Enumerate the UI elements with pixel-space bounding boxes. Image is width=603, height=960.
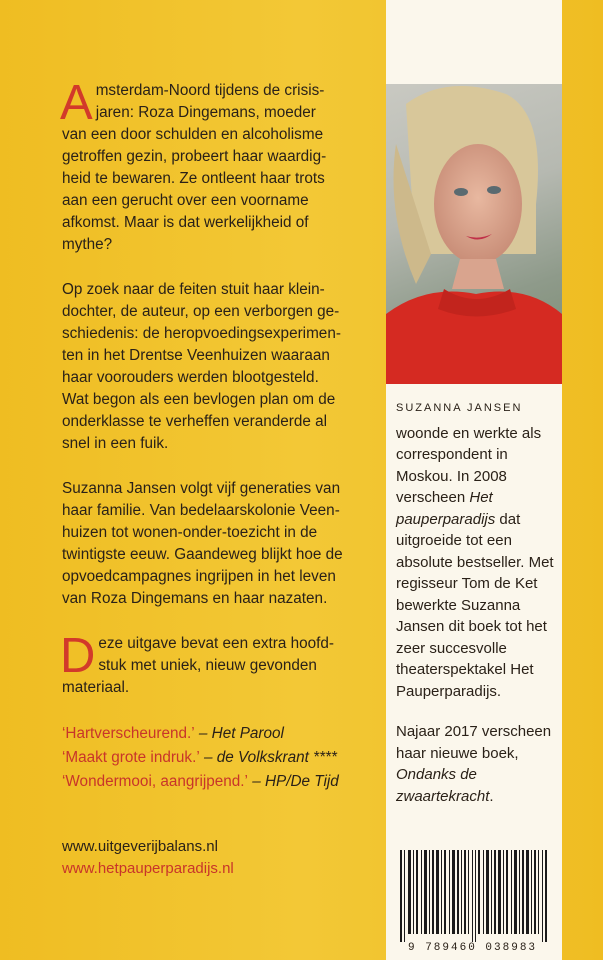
summary-paragraph-2: Op zoek naar de feiten stuit haar klein- dochter, de auteur, op een verborgen ge- schiedenis: de heropvoedingsexperimen- ten in het Drentse Veenhuizen waaraan haar voorouders werden blootgesteld. Wat begon als een bevlogen plan om de onderklasse te verheffen veranderde al snel in een fuik. xyxy=(62,281,341,452)
isbn-barcode xyxy=(398,842,550,950)
author-bio-paragraph-1: woonde en werkte als correspondent in Moskou. In 2008 verscheen Het pauperparadijs dat uitgroeide tot een absolute bestseller. Met regisseur Tom de Ket bewerkte Suzanna Jansen dit boek tot het zeer succesvolle theaterspektakel Het Pauperparadijs. xyxy=(396,424,554,700)
publisher-website-link[interactable]: www.uitgeverijbalans.nl xyxy=(62,838,218,855)
book-website-link[interactable]: www.hetpauperparadijs.nl xyxy=(62,860,234,877)
review-quotes xyxy=(62,722,358,794)
author-bio-paragraph-2: Najaar 2017 verscheen haar nieuwe boek, Ondanks de zwaartekracht. xyxy=(396,723,552,805)
summary-paragraph-3: Suzanna Jansen volgt vijf generaties van haar familie. Van bedelaarskolonie Veen- huizen tot wonen-onder-toezicht in de twintigste eeuw. Gaandeweg blijkt hoe de opvoedcampagnes ingrijpen in het leven van Roza Dingemans en haar nazaten. xyxy=(62,480,343,607)
author-name: SUZANNA JANSEN xyxy=(396,402,523,414)
author-photo xyxy=(386,84,562,384)
review-quote: ‘Wondermooi, aangrijpend.’ – HP/De Tijd xyxy=(62,773,339,790)
review-quote: ‘Hartverscheurend.’ – Het Parool xyxy=(62,725,284,742)
drop-cap-d: D xyxy=(60,629,96,683)
review-quote: ‘Maakt grote indruk.’ – de Volkskrant **** xyxy=(62,749,337,766)
summary-paragraph-1: A msterdam-Noord tijdens de crisis- jaren: Roza Dingemans, moeder van een door schulden en alcoholisme getroffen gezin, probeert haar waardig- heid te bewaren. Ze ontleent haar trots aan een gerucht over een voorname afkomst. Maar is dat werkelijkheid of mythe? xyxy=(60,76,327,253)
author-portrait-image xyxy=(386,84,562,384)
isbn-number: 9 789460 038983 xyxy=(408,942,538,954)
website-links xyxy=(62,836,234,880)
summary-paragraph-4: D eze uitgave bevat een extra hoofd- stuk met uniek, nieuw gevonden materiaal. xyxy=(60,629,334,696)
author-bio xyxy=(396,398,556,826)
summary-column xyxy=(60,76,358,794)
drop-cap-a: A xyxy=(60,76,93,130)
